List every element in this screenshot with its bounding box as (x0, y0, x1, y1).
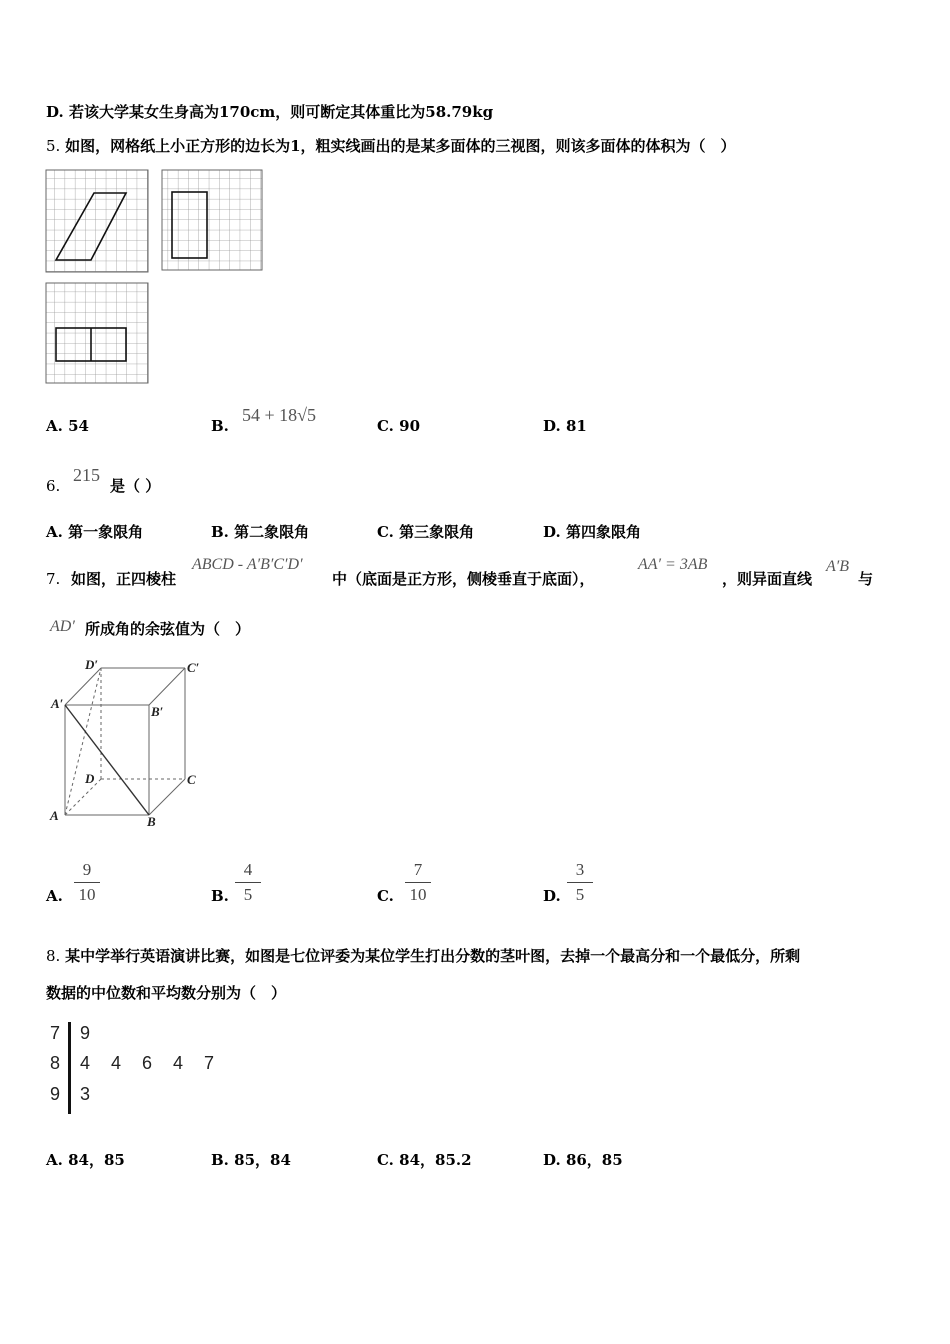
q5-stem (46, 137, 736, 155)
numerator: 3 (575, 860, 585, 879)
stem-8: 8 (50, 1053, 61, 1073)
option-letter: D. (543, 417, 561, 435)
q7-option-d-letter: D. (543, 887, 561, 905)
q6-number: 6. (46, 477, 61, 495)
leaf: 4 (111, 1053, 122, 1073)
vertex-d1-label: D′ (85, 657, 99, 672)
q7-option-c-fraction (403, 860, 433, 905)
option-letter: B. (211, 523, 229, 541)
vertex-b-label: B (147, 814, 156, 829)
q8-stem-line1 (46, 947, 800, 965)
denominator: 10 (409, 885, 427, 904)
denominator: 10 (78, 885, 96, 904)
option-letter: C. (377, 417, 394, 435)
q8-option-d (543, 1151, 623, 1169)
q7-math-line1: A′B (826, 558, 850, 575)
q5-option-c (377, 417, 420, 435)
q7-option-a-fraction (72, 860, 102, 905)
q7-prism-figure (45, 655, 215, 835)
q5-option-b-math: 54 + 18√5 (242, 405, 317, 425)
q7-math-prism: ABCD - A′B′C′D′ (192, 556, 303, 573)
q7-option-c-letter: C. (377, 887, 394, 905)
denominator: 5 (243, 885, 253, 904)
q6-option-b (211, 523, 309, 541)
leaf: 7 (204, 1053, 215, 1073)
question-number: 8. (46, 947, 61, 965)
numerator: 7 (413, 860, 423, 879)
q7-math-line2: AD′ (50, 618, 75, 635)
option-text: 84，85.2 (399, 1151, 472, 1169)
leaf: 9 (80, 1023, 91, 1043)
option-letter: A. (46, 417, 63, 435)
vertex-a1-label: A′ (51, 696, 64, 711)
option-text: 第一象限角 (68, 523, 144, 541)
q8-stem-leaf-plot (48, 1018, 248, 1118)
side-view (162, 170, 262, 270)
stem-9: 9 (50, 1084, 61, 1104)
stem-7: 7 (50, 1023, 61, 1043)
question-text: 如图，网格纸上小正方形的边长为1，粗实线画出的是某多面体的三视图，则该多面体的体积为（ ） (65, 137, 736, 155)
vertex-d-label: D (85, 771, 95, 786)
q7-stem-d: 与 (858, 570, 874, 588)
leaf: 3 (80, 1084, 91, 1104)
q7-stem-b: 中（底面是正方形，侧棱垂直于底面）， (332, 570, 595, 588)
leaf: 6 (142, 1053, 153, 1073)
option-letter: D. (543, 1151, 561, 1169)
question-text: 某中学举行英语演讲比赛，如图是七位评委为某位学生打出分数的茎叶图，去掉一个最高分和一个最低分，所剩 (65, 947, 801, 965)
q7-stem-e: 所成角的余弦值为（ ） (85, 620, 251, 638)
option-letter: C. (377, 1151, 394, 1169)
q8-option-c (377, 1151, 472, 1169)
q7-stem-a: 如图，正四棱柱 (71, 570, 177, 588)
vertex-c1-label: C′ (187, 660, 200, 675)
numerator: 4 (243, 860, 253, 879)
q7-option-a-letter: A. (46, 887, 63, 905)
q8-option-b (211, 1151, 291, 1169)
q6-stem: 是（ ） (110, 477, 161, 495)
numerator: 9 (82, 860, 92, 879)
q7-option-b-letter: B. (211, 887, 229, 905)
q5-option-a (46, 417, 89, 435)
option-letter: B. (211, 1151, 229, 1169)
option-text: 86，85 (565, 1151, 623, 1169)
option-letter: D. (543, 523, 561, 541)
q4-option-d (46, 103, 493, 121)
denominator: 5 (575, 885, 585, 904)
option-text: 第二象限角 (234, 523, 310, 541)
q7-number: 7. (46, 570, 61, 588)
option-text: 81 (565, 417, 587, 435)
q8-stem-line2: 数据的中位数和平均数分别为（ ） (46, 984, 287, 1002)
q7-stem-c: ，则异面直线 (722, 570, 813, 588)
q5-option-b (211, 417, 229, 435)
option-letter: A. (46, 523, 63, 541)
option-text: 若该大学某女生身高为170cm，则可断定其体重比为58.79kg (68, 103, 494, 121)
option-text: 85，84 (234, 1151, 291, 1169)
q5-three-views-figure (44, 168, 274, 388)
option-text: 84，85 (68, 1151, 125, 1169)
q6-option-c (377, 523, 474, 541)
q6-math: 215 (73, 465, 100, 485)
option-letter: B. (211, 417, 229, 435)
q5-option-d (543, 417, 587, 435)
stem-divider (68, 1022, 71, 1114)
question-number: 5. (46, 137, 61, 155)
q7-option-b-fraction (233, 860, 263, 905)
q8-option-a (46, 1151, 125, 1169)
q6-option-a (46, 523, 143, 541)
leaf: 4 (80, 1053, 91, 1073)
q7-math-ratio: AA′ = 3AB (638, 556, 708, 573)
q7-option-d-fraction (565, 860, 595, 905)
front-view (46, 170, 148, 272)
leaf: 4 (173, 1053, 184, 1073)
option-letter: A. (46, 1151, 63, 1169)
option-letter: C. (377, 523, 394, 541)
option-text: 第三象限角 (399, 523, 475, 541)
option-text: 90 (399, 417, 421, 435)
option-letter: D. (46, 103, 64, 121)
vertex-c-label: C (187, 772, 196, 787)
q6-option-d (543, 523, 641, 541)
top-view (46, 283, 148, 383)
vertex-b1-label: B′ (151, 704, 164, 719)
option-text: 第四象限角 (565, 523, 641, 541)
option-text: 54 (68, 417, 89, 435)
vertex-a-label: A (50, 808, 59, 823)
